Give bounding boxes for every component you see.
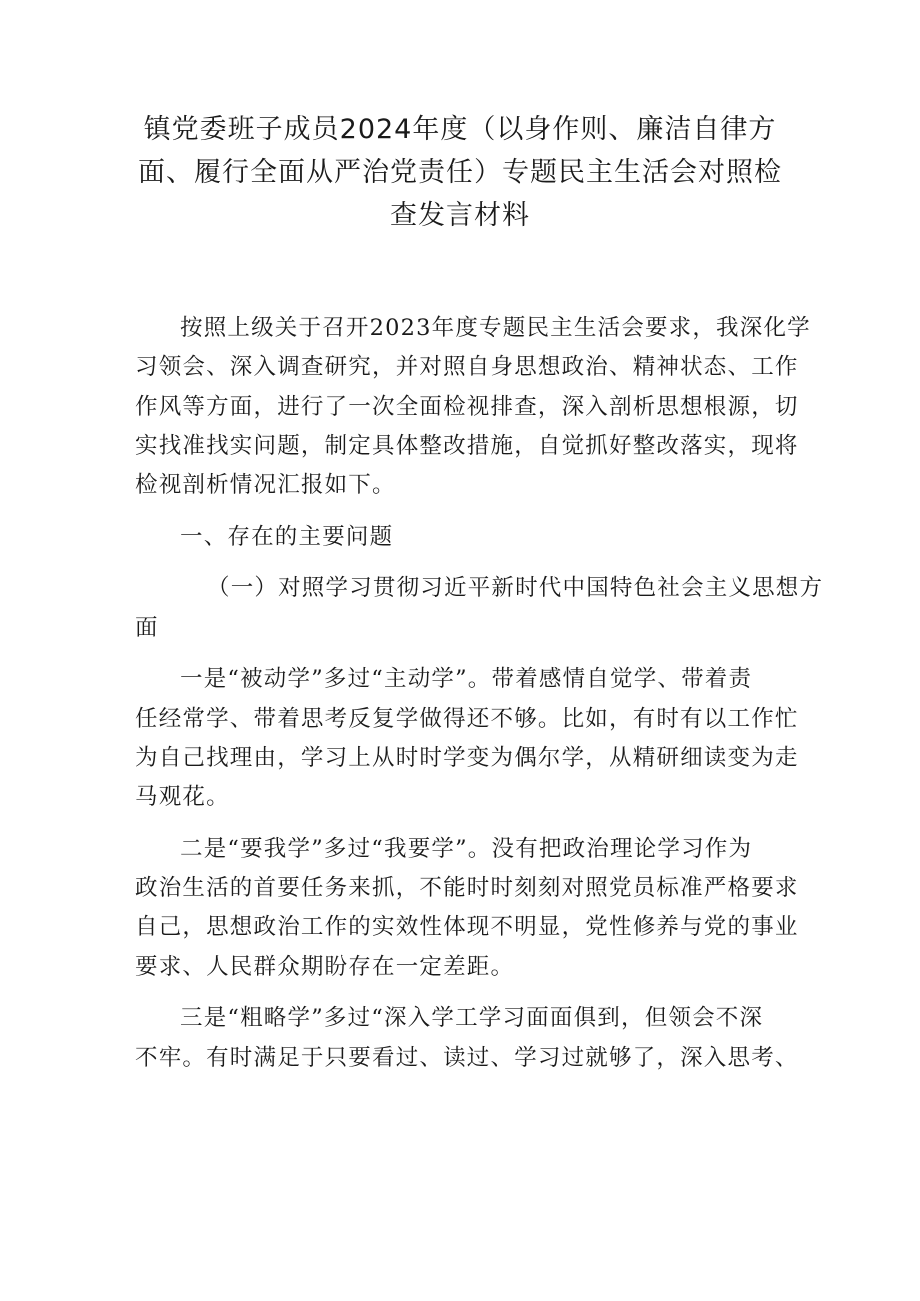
point-one-line: 为自己找理由，学习上从时时学变为偶尔学，从精研细读变为走 bbox=[135, 744, 799, 771]
point-three-line: 不牢。有时满足于只要看过、读过、学习过就够了，深入思考、 bbox=[135, 1044, 799, 1071]
title-line: 查发言材料 bbox=[390, 200, 530, 231]
document-title bbox=[135, 108, 785, 237]
point-one-line: 马观花。 bbox=[135, 784, 230, 811]
intro-paragraph-line: 作风等方面，进行了一次全面检视排查，深入剖析思想根源，切 bbox=[135, 393, 799, 420]
point-three-line: 三是“粗略学”多过“深入学工学习面面俱到，但领会不深 bbox=[180, 1005, 764, 1032]
subsection-heading-line: （一）对照学习贯彻习近平新时代中国特色社会主义思想方 bbox=[207, 575, 824, 602]
intro-paragraph-line: 按照上级关于召开2023年度专题民主生活会要求，我深化学 bbox=[180, 315, 811, 341]
point-one-line: 任经常学、带着思考反复学做得还不够。比如，有时有以工作忙 bbox=[135, 705, 799, 732]
point-two-line: 政治生活的首要任务来抓，不能时时刻刻对照党员标准严格要求 bbox=[135, 875, 799, 902]
point-one-line: 一是“被动学”多过“主动学”。带着感情自觉学、带着责 bbox=[180, 666, 753, 693]
title-line: 镇党委班子成员2024年度（以身作则、廉洁自律方 bbox=[143, 114, 777, 145]
title-line: 面、履行全面从严治党责任）专题民主生活会对照检 bbox=[138, 157, 782, 188]
intro-paragraph-line: 检视剖析情况汇报如下。 bbox=[135, 472, 396, 499]
point-two-line: 自己，思想政治工作的实效性体现不明显，党性修养与党的事业 bbox=[135, 914, 799, 941]
document-body bbox=[135, 309, 824, 1078]
intro-paragraph-line: 实找准找实问题，制定具体整改措施，自觉抓好整改落实，现将 bbox=[135, 432, 799, 459]
section-heading: 一、存在的主要问题 bbox=[180, 523, 394, 550]
point-two-line: 要求、人民群众期盼存在一定差距。 bbox=[135, 953, 515, 980]
point-two-line: 二是“要我学”多过“我要学”。没有把政治理论学习作为 bbox=[180, 835, 753, 862]
intro-paragraph-line: 习领会、深入调查研究，并对照自身思想政治、精神状态、工作 bbox=[135, 354, 799, 381]
subsection-heading-line: 面 bbox=[135, 614, 159, 641]
